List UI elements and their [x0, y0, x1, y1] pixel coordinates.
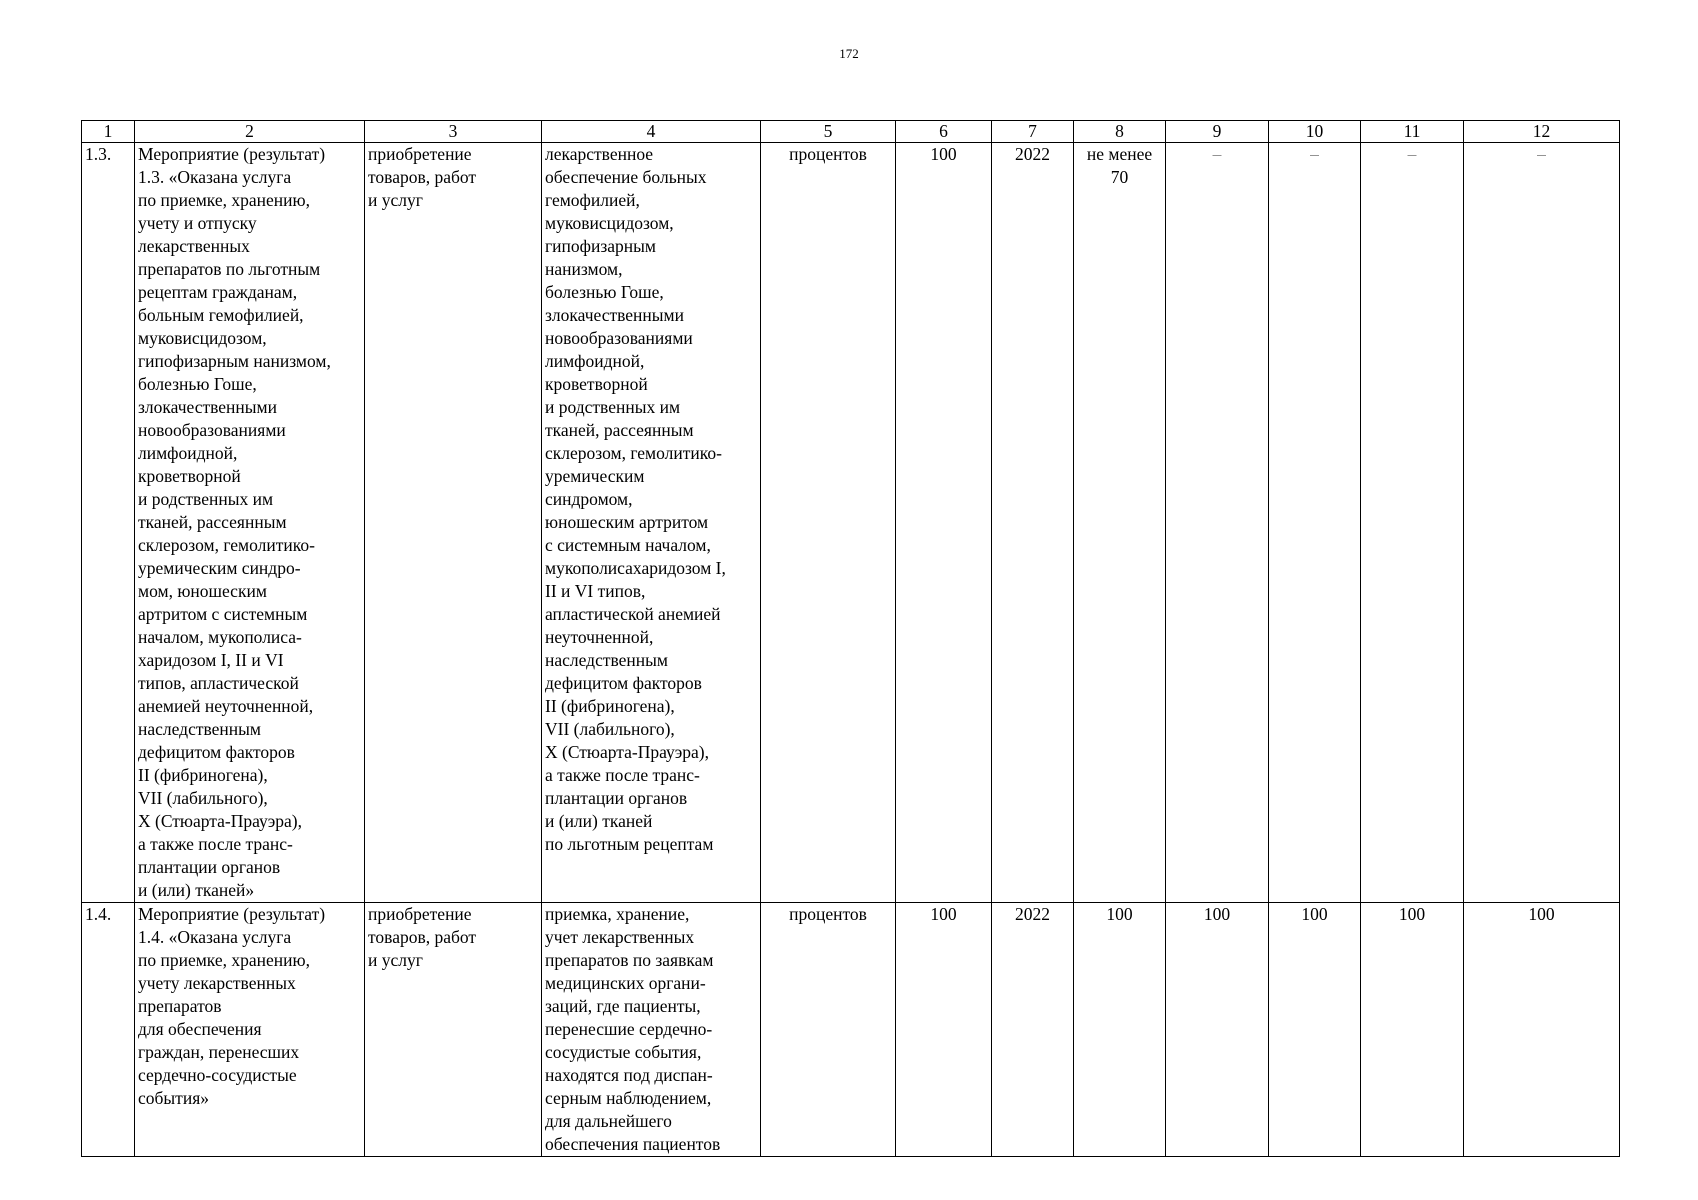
row-number-cell: 1.3.: [82, 143, 135, 903]
type-cell: [365, 903, 542, 1157]
cell-text-line: плантации органов: [545, 788, 688, 808]
cell-text-line: злокачественными: [545, 305, 684, 325]
value-cell-12: –: [1464, 143, 1620, 903]
column-header: 2: [135, 121, 365, 143]
cell-text-line: и (или) тканей: [545, 811, 653, 831]
cell-text-line: кроветворной: [545, 374, 648, 394]
cell-text-line: медицинских органи-: [545, 973, 706, 993]
cell-text-line: приобретение: [368, 144, 472, 164]
cell-text-line: события»: [138, 1088, 209, 1108]
cell-text-line: наследственным: [545, 650, 668, 670]
column-header: 12: [1464, 121, 1620, 143]
cell-text-line: товаров, работ: [368, 927, 477, 947]
cell-text-line: тканей, рассеянным: [138, 512, 287, 532]
cell-text-line: X (Стюарта-Прауэра),: [545, 742, 709, 762]
cell-text-line: 100: [1106, 904, 1133, 924]
value-cell-10: 100: [1269, 903, 1361, 1157]
description-cell: [542, 903, 761, 1157]
cell-text-line: и услуг: [368, 950, 423, 970]
cell-text-line: мукополисахаридозом I,: [545, 558, 726, 578]
column-header: 3: [365, 121, 542, 143]
cell-text-line: а также после транс-: [545, 765, 700, 785]
cell-text-line: обеспечение больных: [545, 167, 707, 187]
cell-text-line: муковисцидозом,: [138, 328, 267, 348]
cell-text-line: склерозом, гемолитико-: [138, 535, 315, 555]
cell-text-line: и услуг: [368, 190, 423, 210]
cell-text-line: гемофилией,: [545, 190, 640, 210]
cell-text-line: заций, где пациенты,: [545, 996, 701, 1016]
cell-text-line: типов, апластической: [138, 673, 299, 693]
cell-text-line: болезнью Гоше,: [138, 374, 257, 394]
column-header: 5: [761, 121, 896, 143]
cell-text-line: артритом с системным: [138, 604, 308, 624]
table-row: [82, 143, 1620, 903]
cell-text-line: 70: [1110, 167, 1129, 187]
cell-text-line: по приемке, хранению,: [138, 190, 310, 210]
column-header: 11: [1361, 121, 1464, 143]
cell-text-line: товаров, работ: [368, 167, 477, 187]
cell-text-line: лимфоидной,: [138, 443, 238, 463]
cell-text-line: VII (лабильного),: [545, 719, 675, 739]
cell-text-line: граждан, перенесших: [138, 1042, 300, 1062]
cell-text-line: мом, юношеским: [138, 581, 267, 601]
cell-text-line: препаратов по заявкам: [545, 950, 714, 970]
column-header: 9: [1166, 121, 1269, 143]
cell-text-line: а также после транс-: [138, 834, 293, 854]
measures-table: [81, 120, 1620, 1157]
cell-text-line: и родственных им: [545, 397, 681, 417]
cell-text-line: по льготным рецептам: [545, 834, 714, 854]
cell-text-line: приемка, хранение,: [545, 904, 690, 924]
page-number: 172: [839, 46, 859, 61]
unit-cell: процентов: [761, 903, 896, 1157]
cell-text-line: перенесшие сердечно-: [545, 1019, 713, 1039]
cell-text-line: обеспечения пациентов: [545, 1134, 721, 1154]
value-cell-9: 100: [1166, 903, 1269, 1157]
column-number-header-row: [82, 121, 1620, 143]
cell-text-line: рецептам гражданам,: [138, 282, 298, 302]
cell-text-line: Мероприятие (результат): [138, 904, 326, 924]
row-number-cell: 1.4.: [82, 903, 135, 1157]
table-row: [82, 903, 1620, 1157]
column-header: 7: [992, 121, 1074, 143]
cell-text-line: 1.3. «Оказана услуга: [138, 167, 292, 187]
cell-text-line: учету лекарственных: [138, 973, 296, 993]
cell-text-line: тканей, рассеянным: [545, 420, 694, 440]
cell-text-line: новообразованиями: [138, 420, 286, 440]
column-header: 6: [896, 121, 992, 143]
cell-text-line: и (или) тканей»: [138, 880, 255, 900]
cell-text-line: юношеским артритом: [545, 512, 709, 532]
cell-text-line: не менее: [1086, 144, 1153, 164]
cell-text-line: II (фибриногена),: [545, 696, 675, 716]
cell-text-line: II (фибриногена),: [138, 765, 268, 785]
description-cell: [542, 143, 761, 903]
cell-text-line: для дальнейшего: [545, 1111, 672, 1131]
cell-text-line: VII (лабильного),: [138, 788, 268, 808]
base-value-cell: 100: [896, 903, 992, 1157]
cell-text-line: синдромом,: [545, 489, 633, 509]
cell-text-line: X (Стюарта-Прауэра),: [138, 811, 302, 831]
event-name-cell: [135, 903, 365, 1157]
cell-text-line: кроветворной: [138, 466, 241, 486]
column-header: 8: [1074, 121, 1166, 143]
cell-text-line: препаратов по льготным: [138, 259, 321, 279]
cell-text-line: уремическим: [545, 466, 645, 486]
base-year-cell: 2022: [992, 143, 1074, 903]
cell-text-line: и родственных им: [138, 489, 274, 509]
cell-text-line: болезнью Гоше,: [545, 282, 664, 302]
cell-text-line: лимфоидной,: [545, 351, 645, 371]
cell-text-line: с системным началом,: [545, 535, 711, 555]
cell-text-line: находятся под диспан-: [545, 1065, 713, 1085]
cell-text-line: серным наблюдением,: [545, 1088, 712, 1108]
value-cell-9: –: [1166, 143, 1269, 903]
column-header: 10: [1269, 121, 1361, 143]
cell-text-line: учет лекарственных: [545, 927, 695, 947]
cell-text-line: новообразованиями: [545, 328, 693, 348]
cell-text-line: харидозом I, II и VI: [138, 650, 284, 670]
cell-text-line: склерозом, гемолитико-: [545, 443, 722, 463]
cell-text-line: муковисцидозом,: [545, 213, 674, 233]
target-value-cell: [1074, 903, 1166, 1157]
cell-text-line: учету и отпуску: [138, 213, 257, 233]
cell-text-line: неуточненной,: [545, 627, 654, 647]
cell-text-line: началом, мукополиса-: [138, 627, 302, 647]
value-cell-11: 100: [1361, 903, 1464, 1157]
cell-text-line: злокачественными: [138, 397, 277, 417]
cell-text-line: препаратов: [138, 996, 222, 1016]
cell-text-line: уремическим синдро-: [138, 558, 301, 578]
value-cell-12: 100: [1464, 903, 1620, 1157]
cell-text-line: по приемке, хранению,: [138, 950, 310, 970]
base-year-cell: 2022: [992, 903, 1074, 1157]
cell-text-line: сердечно-сосудистые: [138, 1065, 297, 1085]
cell-text-line: больным гемофилией,: [138, 305, 304, 325]
cell-text-line: апластической анемией: [545, 604, 721, 624]
unit-cell: процентов: [761, 143, 896, 903]
cell-text-line: приобретение: [368, 904, 472, 924]
base-value-cell: 100: [896, 143, 992, 903]
cell-text-line: 1.4. «Оказана услуга: [138, 927, 292, 947]
column-header: 4: [542, 121, 761, 143]
value-cell-10: –: [1269, 143, 1361, 903]
cell-text-line: гипофизарным: [545, 236, 656, 256]
cell-text-line: Мероприятие (результат): [138, 144, 326, 164]
cell-text-line: гипофизарным нанизмом,: [138, 351, 331, 371]
cell-text-line: II и VI типов,: [545, 581, 646, 601]
cell-text-line: для обеспечения: [138, 1019, 262, 1039]
cell-text-line: анемией неуточненной,: [138, 696, 314, 716]
event-name-cell: [135, 143, 365, 903]
target-value-cell: [1074, 143, 1166, 903]
value-cell-11: –: [1361, 143, 1464, 903]
cell-text-line: лекарственных: [138, 236, 250, 256]
column-header: 1: [82, 121, 135, 143]
cell-text-line: плантации органов: [138, 857, 281, 877]
cell-text-line: дефицитом факторов: [138, 742, 295, 762]
type-cell: [365, 143, 542, 903]
cell-text-line: сосудистые события,: [545, 1042, 702, 1062]
cell-text-line: лекарственное: [545, 144, 654, 164]
cell-text-line: наследственным: [138, 719, 261, 739]
cell-text-line: дефицитом факторов: [545, 673, 702, 693]
cell-text-line: нанизмом,: [545, 259, 623, 279]
